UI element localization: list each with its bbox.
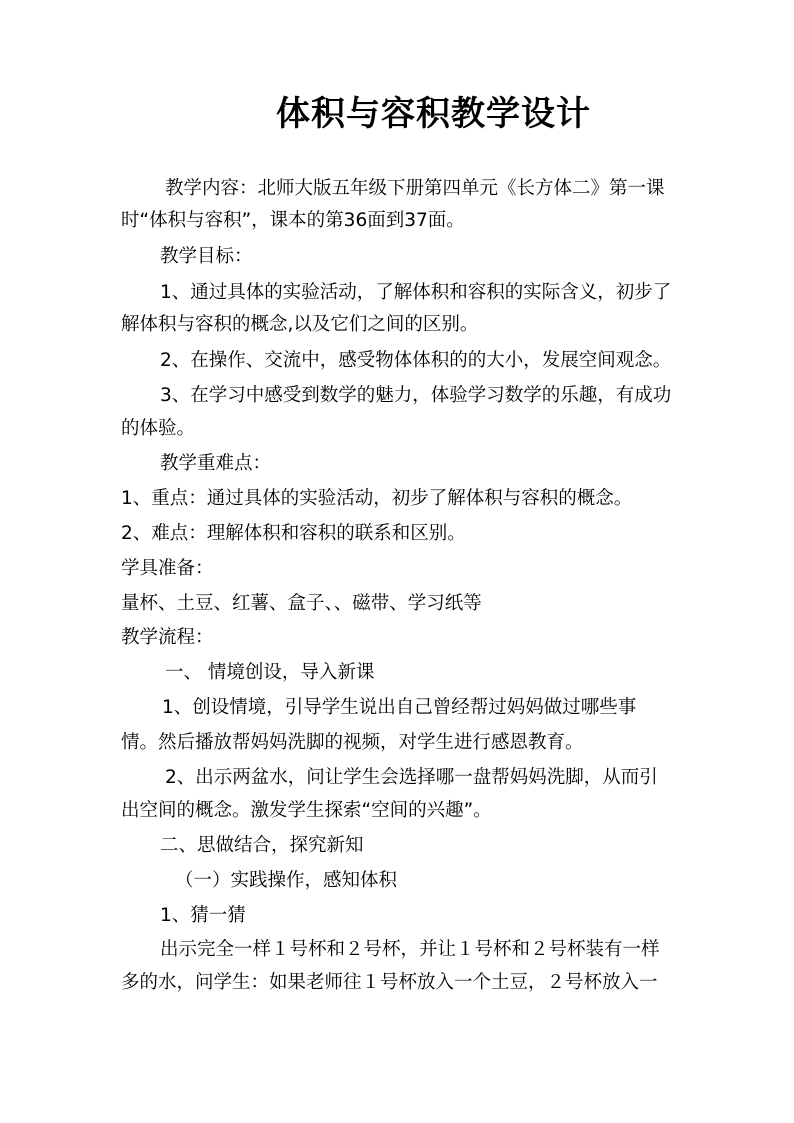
body-line-teaching-content: 教学内容：北师大版五年级下册第四单元《长方体二》第一课	[165, 178, 665, 199]
body-line-objective-3-cont: 的体验。	[121, 418, 196, 439]
section-heading-part-1: 一、 情境创设，导入新课	[165, 662, 375, 683]
body-line-difficult-point: 2、难点：理解体积和容积的联系和区别。	[121, 523, 466, 544]
body-line-step-2: 2、出示两盆水，问让学生会选择哪一盘帮妈妈洗脚，从而引	[165, 767, 658, 788]
body-line-objective-1-cont: 解体积与容积的概念,以及它们之间的区别。	[121, 314, 479, 335]
body-line-cups: 出示完全一样１号杯和２号杯，并让１号杯和２号杯装有一样	[160, 939, 660, 960]
body-line-cups-cont: 多的水，问学生：如果老师往１号杯放入一个土豆，２号杯放入一	[121, 972, 658, 993]
subsection-heading-practice: （一）实践操作，感知体积	[175, 870, 398, 891]
body-line-step-1-cont: 情。然后播放帮妈妈洗脚的视频，对学生进行感恩教育。	[121, 732, 584, 753]
body-line-objective-2: 2、在操作、交流中，感受物体体积的的大小，发展空间观念。	[160, 350, 672, 371]
section-heading-key-points: 教学重难点：	[160, 453, 272, 474]
body-line-key-point: 1、重点：通过具体的实验活动，初步了解体积与容积的概念。	[121, 488, 633, 509]
section-heading-part-2: 二、思做结合，探究新知	[160, 835, 364, 856]
body-line-guess: 1、猜一猜	[160, 905, 246, 926]
section-heading-objectives: 教学目标：	[160, 246, 253, 267]
body-line-objective-1: 1、通过具体的实验活动，了解体积和容积的实际含义，初步了	[160, 282, 672, 303]
body-line-objective-3: 3、在学习中感受到数学的魅力，体验学习数学的乐趣，有成功	[160, 385, 672, 406]
section-heading-materials: 学具准备：	[121, 558, 214, 579]
body-line-teaching-content-cont: 时“体积与容积”，课本的第36面到37面。	[121, 210, 465, 231]
document-title: 体积与容积教学设计	[276, 94, 591, 134]
body-line-step-2-cont: 出空间的概念。激发学生探索“空间的兴趣”。	[121, 800, 492, 821]
body-line-step-1: 1、创设情境，引导学生说出自己曾经帮过妈妈做过哪些事	[162, 697, 637, 718]
section-heading-process: 教学流程：	[121, 627, 214, 648]
body-line-materials: 量杯、土豆、红薯、盒子、、磁带、学习纸等	[121, 593, 482, 614]
